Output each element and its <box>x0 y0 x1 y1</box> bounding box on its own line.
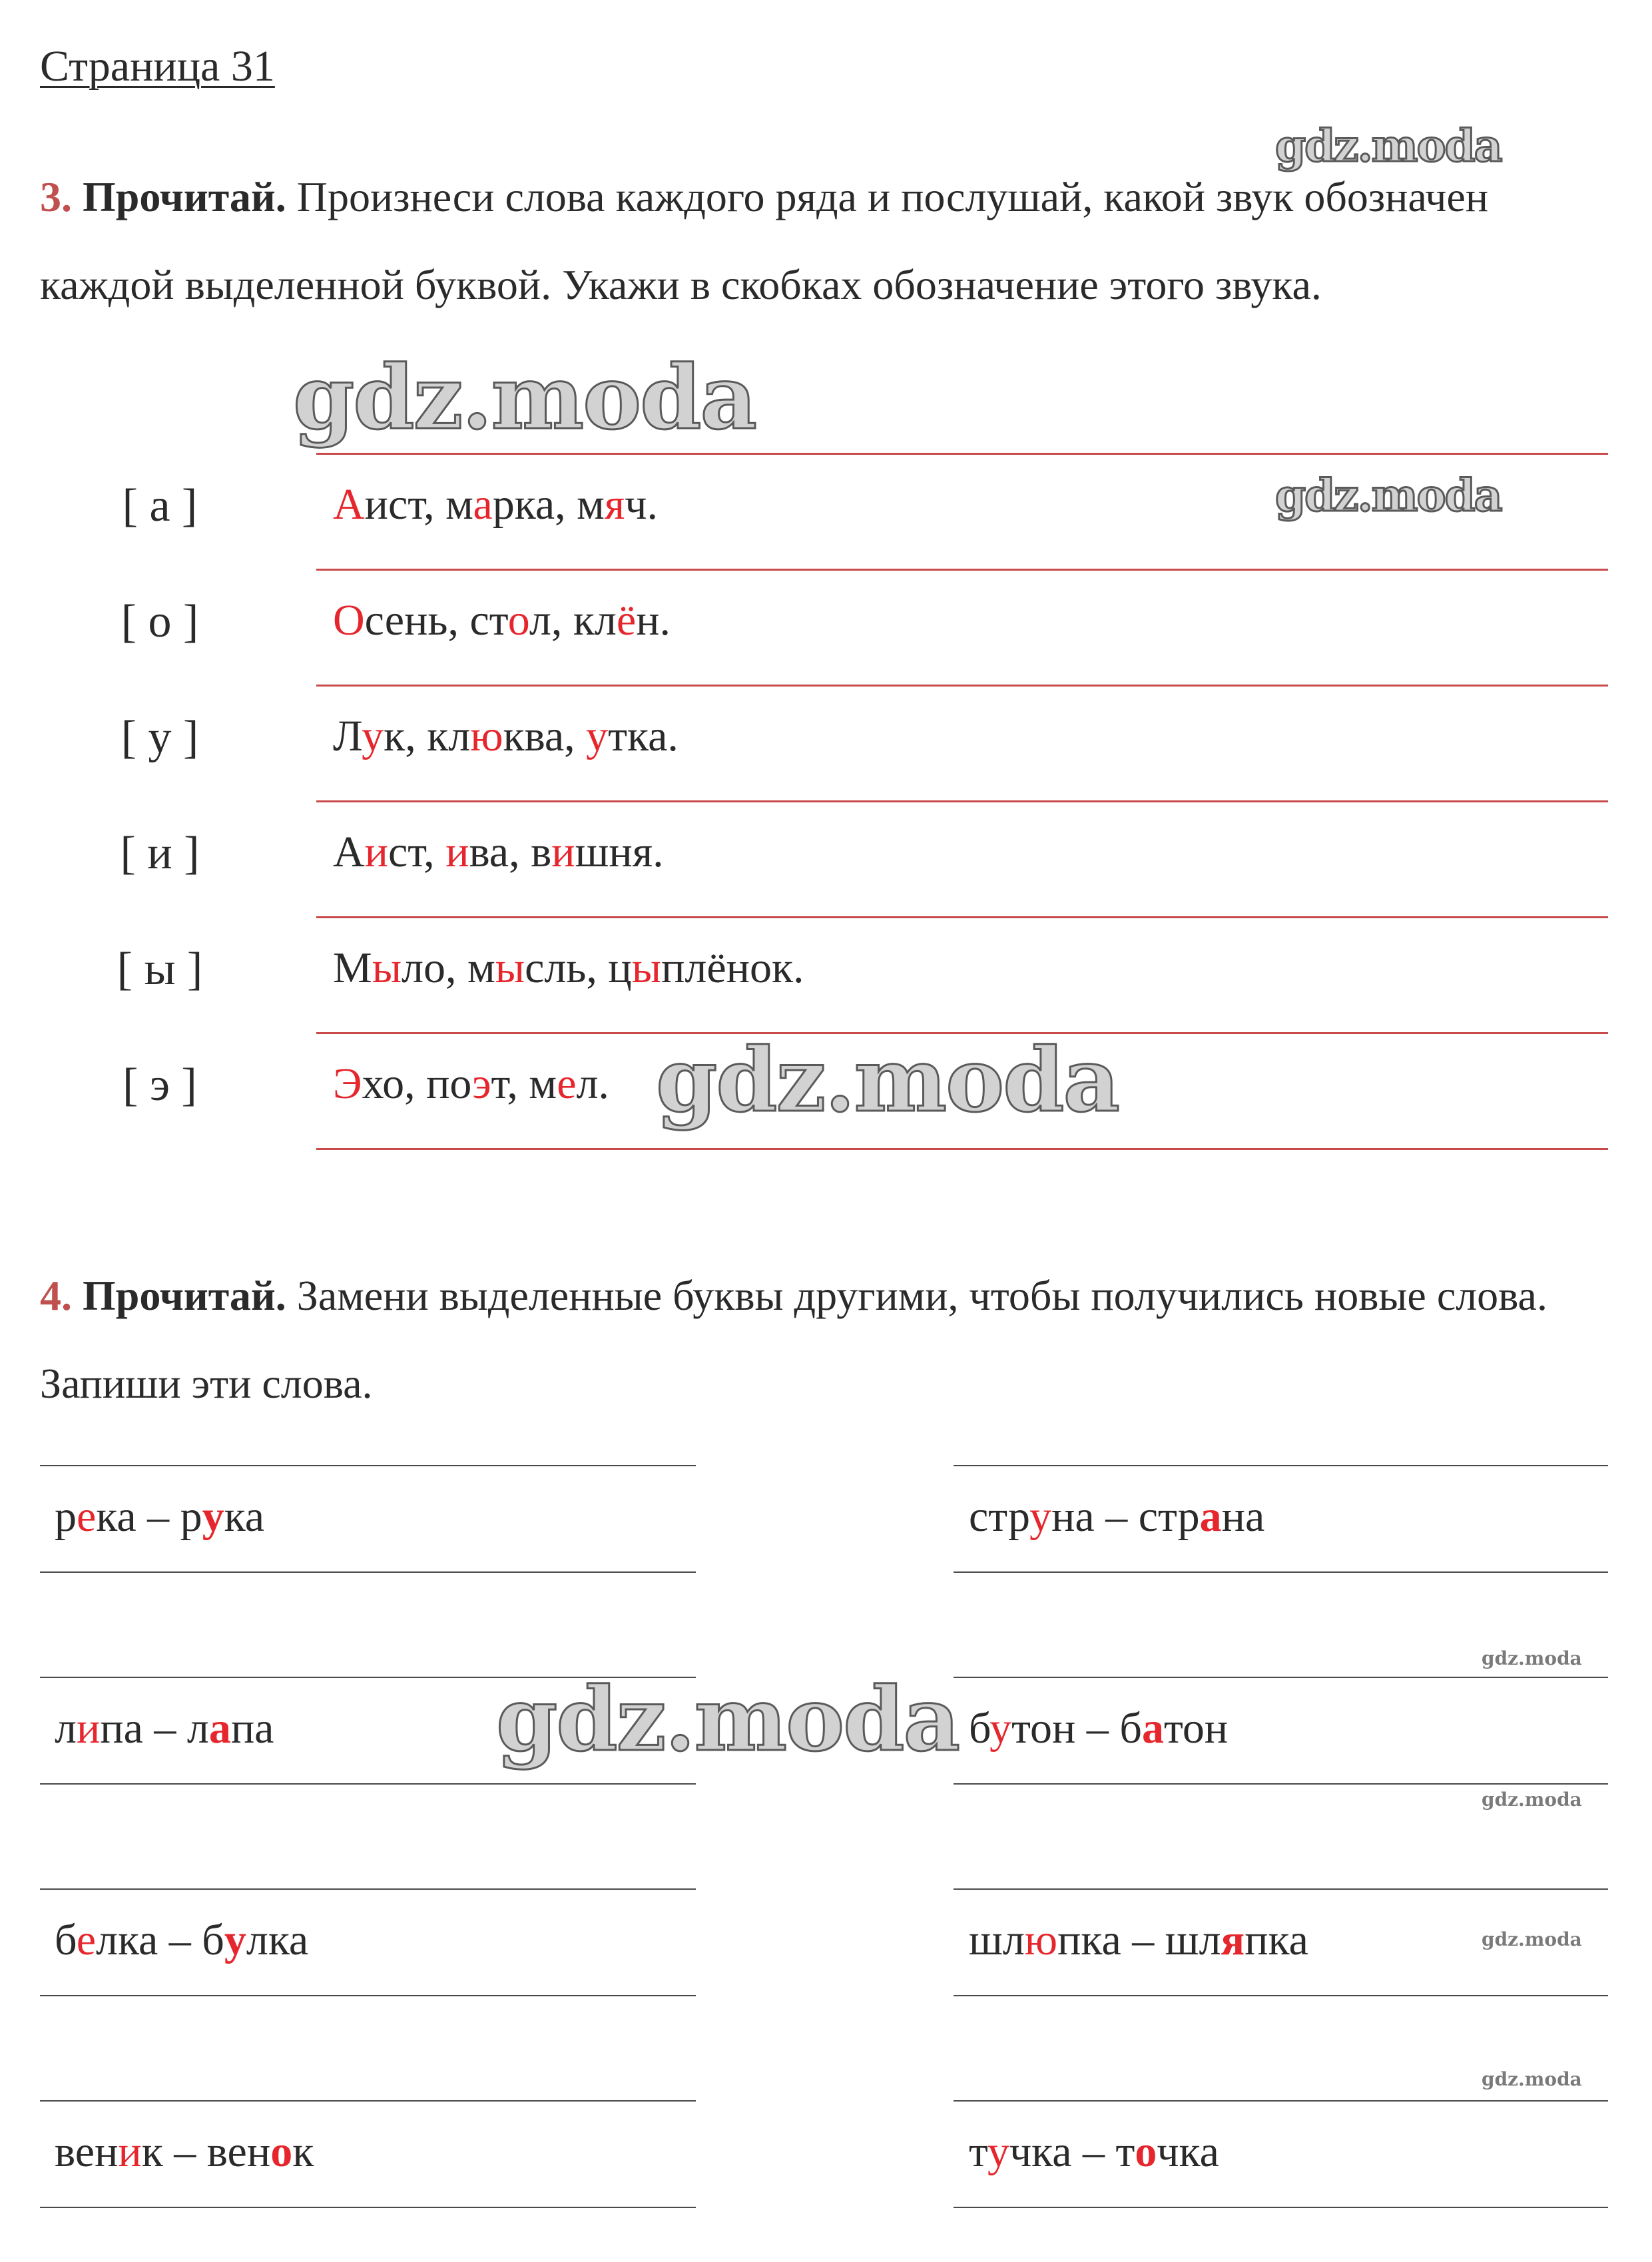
sound-label: [ и ] <box>120 828 200 879</box>
highlighted-letter: э <box>472 1059 491 1108</box>
highlighted-letter: у <box>1029 1492 1052 1541</box>
word-text: М <box>333 944 372 992</box>
word-text: ва, в <box>469 828 552 876</box>
word-text: па <box>230 1704 274 1753</box>
writing-line <box>954 1571 1608 1573</box>
highlighted-letter: у <box>989 1704 1012 1753</box>
writing-line <box>40 1465 696 1466</box>
word-pair <box>969 1492 1264 1542</box>
word-text: А <box>333 828 365 876</box>
word-pair <box>55 2127 314 2177</box>
word-text: лка <box>246 1916 309 1964</box>
row-divider <box>316 800 1608 802</box>
highlighted-letter: а <box>1199 1492 1222 1541</box>
highlighted-letter: ю <box>1024 1916 1058 1964</box>
highlighted-letter: е <box>557 1059 577 1108</box>
word-text: тка. <box>608 712 679 760</box>
highlighted-letter: А <box>333 480 365 529</box>
sound-label: [ у ] <box>121 712 199 763</box>
writing-line <box>954 1888 1608 1890</box>
highlighted-letter: ы <box>631 944 662 992</box>
task-3-instructions <box>40 153 1611 329</box>
sound-label: [ о ] <box>121 596 199 647</box>
word-text: к, кл <box>384 712 471 760</box>
word-text: на – стр <box>1051 1492 1200 1541</box>
word-pair <box>969 1915 1308 1966</box>
highlighted-letter: а <box>1141 1704 1164 1753</box>
highlighted-letter: е <box>76 1916 97 1964</box>
word-text: ква, <box>503 712 587 760</box>
highlighted-letter: ю <box>470 712 503 760</box>
word-text: шл <box>969 1916 1025 1964</box>
word-row <box>333 711 679 762</box>
word-text: рка, м <box>492 480 605 529</box>
word-text: плёнок. <box>661 944 804 992</box>
word-row <box>333 479 658 530</box>
task-4-heading: Прочитай. <box>83 1272 286 1319</box>
word-text: т <box>969 2127 987 2176</box>
writing-line <box>40 2207 696 2208</box>
highlighted-letter: ы <box>495 944 525 992</box>
highlighted-letter: и <box>445 828 469 876</box>
word-text: чка <box>1157 2127 1219 2176</box>
writing-line <box>40 1888 696 1890</box>
word-text: па – л <box>100 1704 209 1753</box>
writing-line <box>40 1783 696 1785</box>
highlighted-letter: у <box>586 712 609 760</box>
word-pair <box>55 1492 264 1542</box>
word-text: на <box>1221 1492 1265 1541</box>
word-text: тон <box>1163 1704 1229 1753</box>
word-text: ст, <box>388 828 446 876</box>
highlighted-letter: у <box>202 1492 224 1541</box>
highlighted-letter: Э <box>333 1059 362 1108</box>
highlighted-letter: я <box>1221 1916 1245 1964</box>
word-text: р <box>55 1492 77 1541</box>
writing-line <box>954 2100 1608 2102</box>
word-text: к <box>292 2127 314 2176</box>
word-text: шня. <box>575 828 664 876</box>
word-text: ло, м <box>402 944 495 992</box>
word-text: пка – шл <box>1057 1916 1221 1964</box>
highlighted-letter: и <box>364 828 388 876</box>
word-pair <box>969 1703 1228 1754</box>
highlighted-letter: о <box>1135 2127 1157 2176</box>
word-text: вен <box>55 2127 119 2176</box>
word-row <box>333 943 804 993</box>
task-4-instructions <box>40 1252 1611 1428</box>
row-divider <box>316 453 1608 455</box>
word-text: пка <box>1244 1916 1308 1964</box>
highlighted-letter: а <box>473 480 493 529</box>
task-4-number: 4. <box>40 1272 72 1319</box>
watermark: gdz.moda <box>1482 2068 1582 2090</box>
word-text: ч. <box>625 480 658 529</box>
watermark: gdz.moda <box>1275 469 1502 521</box>
task-3-text: Произнеси слова каждого ряда и послушай, какой звук обозначен каждой выделенной буквой. Укажи в скобках обозначение этого звука. <box>40 173 1489 308</box>
word-pair <box>969 2127 1219 2177</box>
writing-line <box>954 1465 1608 1466</box>
row-divider <box>316 569 1608 571</box>
sound-label: [ а ] <box>122 480 198 531</box>
word-text: ка <box>224 1492 265 1541</box>
task-3-heading: Прочитай. <box>83 173 286 220</box>
word-text: л, кл <box>529 596 617 645</box>
highlighted-letter: е <box>77 1492 97 1541</box>
word-row <box>333 595 671 646</box>
word-pair <box>55 1915 308 1966</box>
word-row <box>333 1059 609 1109</box>
writing-line <box>954 1783 1608 1785</box>
word-text: Л <box>333 712 362 760</box>
writing-line <box>40 1995 696 1996</box>
highlighted-letter: ё <box>616 596 637 645</box>
watermark: gdz.moda <box>293 346 756 449</box>
word-text: б <box>55 1916 77 1964</box>
writing-line <box>40 2100 696 2102</box>
sound-label: [ ы ] <box>117 944 203 995</box>
writing-line <box>954 1677 1608 1678</box>
watermark: gdz.moda <box>1482 1928 1582 1950</box>
highlighted-letter: и <box>551 828 575 876</box>
highlighted-letter: о <box>507 596 529 645</box>
page-title: Страница 31 <box>40 42 275 91</box>
word-row <box>333 827 664 878</box>
writing-line <box>40 1571 696 1573</box>
highlighted-letter: и <box>76 1704 101 1753</box>
highlighted-letter: ы <box>372 944 402 992</box>
highlighted-letter: у <box>224 1916 246 1964</box>
writing-line <box>954 1995 1608 1996</box>
watermark: gdz.moda <box>1482 1789 1582 1811</box>
word-text: т, м <box>491 1059 557 1108</box>
word-text: б <box>969 1704 990 1753</box>
word-text: л <box>55 1704 77 1753</box>
word-text: тон – б <box>1011 1704 1142 1753</box>
row-divider <box>316 1148 1608 1150</box>
word-text: сень, ст <box>364 596 508 645</box>
word-text: стр <box>969 1492 1030 1541</box>
highlighted-letter: а <box>208 1704 231 1753</box>
highlighted-letter: о <box>270 2127 293 2176</box>
sound-label: [ э ] <box>123 1059 197 1111</box>
highlighted-letter: я <box>604 480 625 529</box>
word-text: чка – т <box>1009 2127 1135 2176</box>
highlighted-letter: у <box>362 712 384 760</box>
word-text: лка – б <box>96 1916 224 1964</box>
word-text: н. <box>636 596 671 645</box>
row-divider <box>316 916 1608 918</box>
watermark: gdz.moda <box>656 1029 1119 1132</box>
word-pair <box>55 1703 274 1754</box>
word-text: сль, ц <box>525 944 632 992</box>
task-4-text: Замени выделенные буквы другими, чтобы получились новые слова. Запиши эти слова. <box>40 1272 1547 1407</box>
word-text: к – вен <box>141 2127 271 2176</box>
watermark: gdz.moda <box>1275 120 1502 172</box>
word-text: хо, по <box>362 1059 473 1108</box>
word-text: л. <box>576 1059 609 1108</box>
row-divider <box>316 685 1608 687</box>
word-text: ка – р <box>96 1492 202 1541</box>
writing-line <box>954 2207 1608 2208</box>
highlighted-letter: у <box>987 2127 1009 2176</box>
watermark: gdz.moda <box>496 1668 960 1771</box>
watermark: gdz.moda <box>1482 1647 1582 1669</box>
highlighted-letter: и <box>118 2127 142 2176</box>
task-3-number: 3. <box>40 173 72 220</box>
highlighted-letter: О <box>333 596 365 645</box>
word-text: ист, м <box>364 480 473 529</box>
